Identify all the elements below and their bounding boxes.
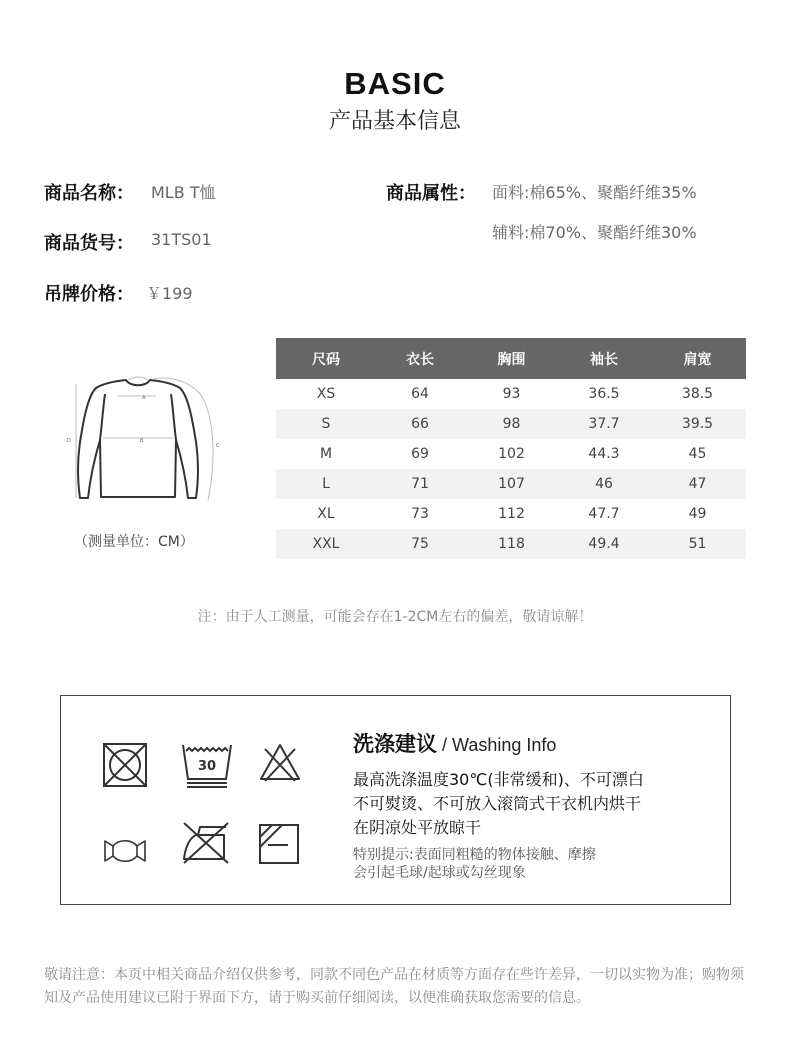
- table-cell: 49: [688, 506, 707, 522]
- measure-mark-a: A: [142, 395, 146, 401]
- washing-title-en: / Washing Info: [437, 735, 557, 755]
- table-cell: 93: [502, 386, 521, 402]
- size-chart-header-row: [276, 338, 746, 379]
- col-header-sleeve: 袖长: [559, 338, 649, 379]
- table-cell: 118: [464, 529, 559, 559]
- table-cell: S: [276, 409, 376, 439]
- col-header-size: 尺码: [276, 338, 376, 379]
- no-bleach-icon: [258, 741, 302, 785]
- tag-price-label: 吊牌价格：: [44, 284, 134, 305]
- measurement-diagram: [50, 372, 230, 512]
- table-cell: 45: [688, 446, 707, 462]
- washing-title-cn: 洗涤建议: [353, 732, 437, 756]
- table-cell: XS: [316, 386, 336, 402]
- wash-instruction-line: 在阴凉处平放晾干: [353, 818, 482, 837]
- table-cell: 44.3: [588, 446, 620, 462]
- table-row: [276, 529, 746, 559]
- table-cell: 47.7: [588, 506, 620, 522]
- wash-instruction-line: 不可熨烫、不可放入滚筒式干衣机内烘干: [353, 794, 642, 813]
- measure-mark-c: C: [216, 443, 220, 449]
- col-header-length: 衣长: [376, 338, 464, 379]
- washing-info-panel: [60, 695, 731, 905]
- washing-info-title: [353, 728, 556, 758]
- col-header-shoulder: 肩宽: [649, 338, 746, 379]
- product-name-value: MLB T恤: [151, 183, 216, 202]
- table-cell: 47: [649, 469, 746, 499]
- table-cell: XXL: [276, 529, 376, 559]
- table-cell: 75: [376, 529, 464, 559]
- wash-30-icon: [180, 741, 234, 789]
- table-cell: 38.5: [681, 386, 714, 402]
- table-cell: 98: [464, 409, 559, 439]
- table-row: [276, 439, 746, 469]
- wash-temperature-label: 30: [197, 759, 217, 774]
- table-cell: XL: [317, 506, 335, 522]
- col-header-chest: 胸围: [464, 338, 559, 379]
- table-row: [276, 499, 746, 529]
- table-cell: 73: [411, 506, 429, 522]
- table-cell: 51: [649, 529, 746, 559]
- wash-special-tip: 会引起毛球/起球或勾丝现象: [353, 865, 526, 881]
- table-cell: 49.4: [559, 529, 649, 559]
- no-wring-icon: [101, 835, 149, 867]
- disclaimer-text: 敬请注意：本页中相关商品介绍仅供参考，同款不同色产品在材质等方面存在些许差异，一切以实物为准；购物须知及产品使用建议已附于界面下方，请于购买前仔细阅读，以便准确获取您需要的信息。: [44, 967, 744, 1006]
- fabric-composition: 面料:棉65%、聚酯纤维35%: [492, 183, 697, 202]
- product-attributes-label: 商品属性：: [386, 183, 476, 204]
- trim-composition: 辅料:棉70%、聚酯纤维30%: [492, 223, 697, 242]
- table-row: [276, 409, 746, 439]
- wash-special-tip: 特别提示:表面同粗糙的物体接触、摩擦: [353, 847, 596, 863]
- table-cell: 107: [464, 469, 559, 499]
- page-subtitle: 产品基本信息: [328, 109, 461, 134]
- page-title: BASIC: [344, 66, 446, 101]
- table-row: [276, 469, 746, 499]
- size-chart-table: [276, 338, 746, 559]
- table-cell: M: [319, 446, 333, 462]
- product-sku-value: 31TS01: [151, 230, 212, 249]
- table-cell: 36.5: [588, 386, 620, 402]
- no-iron-icon: [180, 821, 232, 865]
- table-cell: 69: [411, 446, 429, 462]
- table-cell: 66: [376, 409, 464, 439]
- table-cell: 37.7: [559, 409, 649, 439]
- product-sku-label: 商品货号：: [44, 233, 134, 254]
- measure-mark-b: B: [140, 438, 144, 444]
- wash-instruction-line: 最高洗涤温度30℃(非常缓和)、不可漂白: [353, 770, 644, 789]
- table-cell: L: [276, 469, 376, 499]
- measurement-unit-caption: （测量单位：CM）: [74, 534, 194, 550]
- table-cell: 102: [498, 446, 525, 462]
- table-cell: 64: [411, 386, 429, 402]
- product-name-label: 商品名称：: [44, 183, 134, 204]
- tag-price-value: ￥199: [146, 284, 193, 303]
- no-tumble-dry-icon: [101, 741, 149, 789]
- table-cell: 112: [498, 506, 525, 522]
- table-row: [276, 379, 746, 409]
- table-cell: 71: [376, 469, 464, 499]
- measurement-note: 注：由于人工测量，可能会存在1-2CM左右的偏差，敬请谅解！: [197, 609, 593, 625]
- table-cell: 46: [559, 469, 649, 499]
- long-sleeve-tee-icon: [50, 372, 230, 512]
- measure-mark-d: D: [67, 438, 71, 444]
- dry-flat-shade-icon: [258, 823, 300, 865]
- table-cell: 39.5: [649, 409, 746, 439]
